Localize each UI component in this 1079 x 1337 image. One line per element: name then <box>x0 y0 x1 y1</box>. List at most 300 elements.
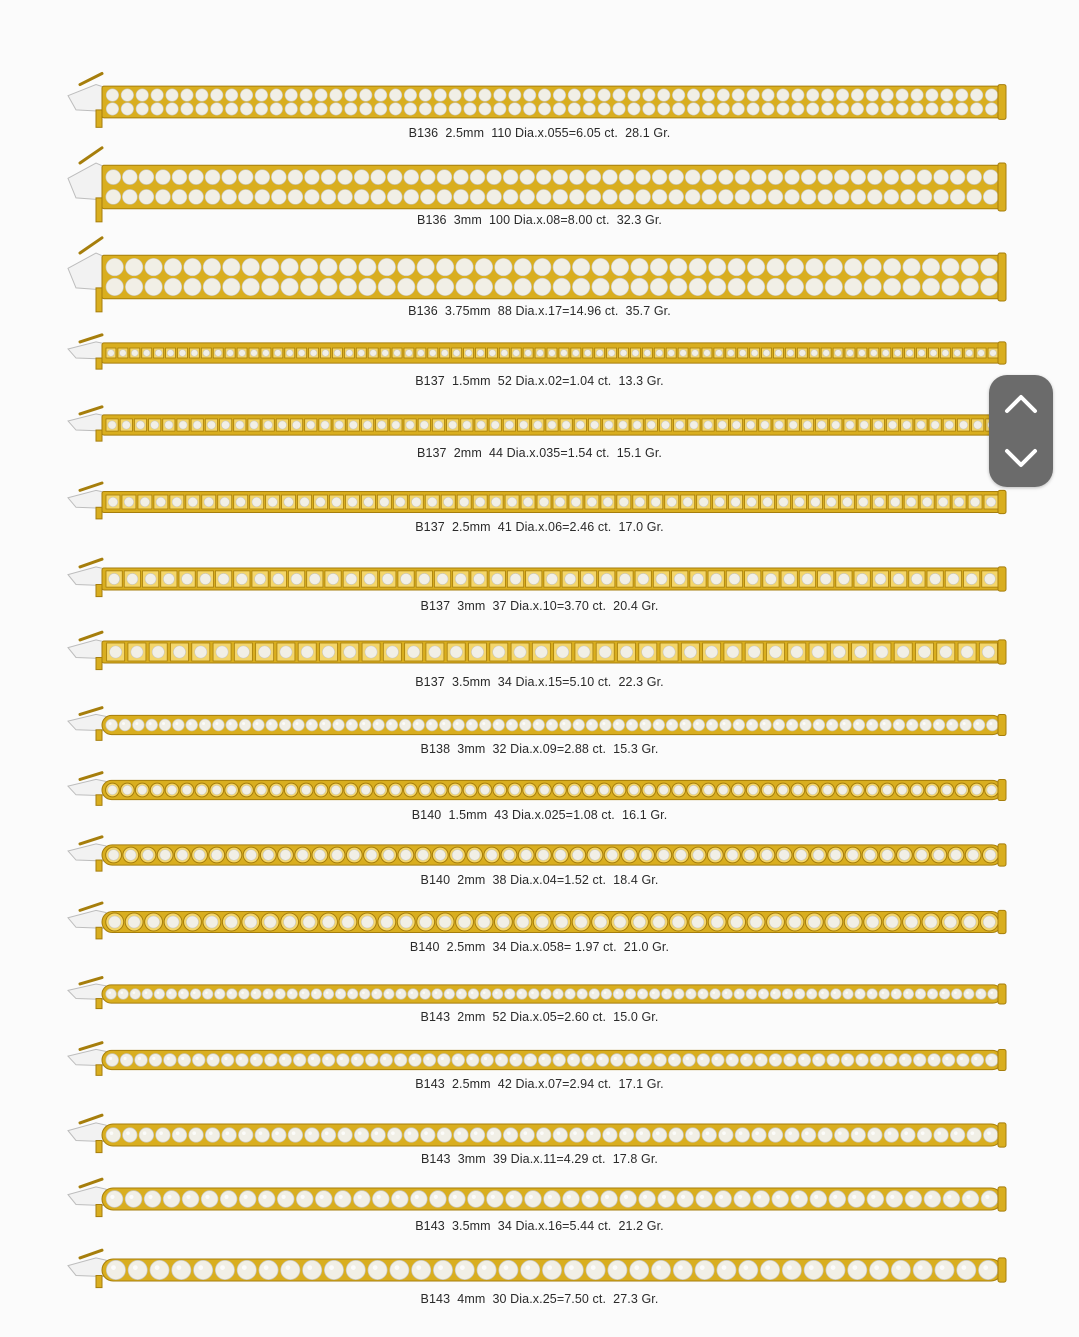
link <box>759 419 771 431</box>
link <box>523 783 537 797</box>
link <box>536 1128 551 1143</box>
link <box>635 571 651 587</box>
link <box>619 1128 634 1143</box>
link <box>656 847 672 863</box>
link <box>976 989 987 1000</box>
link <box>234 419 246 431</box>
link <box>872 419 884 431</box>
link <box>687 783 701 797</box>
link <box>234 571 250 587</box>
link <box>479 719 491 731</box>
link <box>706 719 718 731</box>
link <box>617 571 633 587</box>
link <box>702 1128 717 1143</box>
link <box>144 1191 161 1208</box>
link <box>920 719 932 731</box>
link <box>601 989 612 1000</box>
link <box>368 348 378 358</box>
link <box>678 348 688 358</box>
scroll-up-button[interactable] <box>989 379 1053 429</box>
link <box>544 571 560 587</box>
link <box>574 419 586 431</box>
link <box>710 989 721 1000</box>
link <box>973 719 985 731</box>
link <box>466 1054 479 1067</box>
link <box>612 783 626 797</box>
link <box>410 1191 427 1208</box>
link <box>218 495 232 509</box>
link <box>150 783 164 797</box>
link <box>681 495 695 509</box>
link <box>298 495 312 509</box>
link <box>252 571 268 587</box>
link <box>553 495 567 509</box>
link <box>118 989 129 1000</box>
link <box>881 348 891 358</box>
end-cap <box>998 779 1006 800</box>
link <box>416 571 432 587</box>
link <box>800 719 812 731</box>
link <box>239 989 250 1000</box>
end-cap <box>998 490 1006 513</box>
link <box>680 719 692 731</box>
link <box>979 643 997 661</box>
link <box>642 783 656 797</box>
link <box>416 348 426 358</box>
link <box>851 1128 866 1143</box>
link <box>432 847 448 863</box>
link <box>799 571 815 587</box>
link <box>600 719 612 731</box>
link <box>964 571 980 587</box>
link <box>106 348 116 358</box>
link <box>806 783 820 797</box>
link <box>825 913 843 931</box>
link <box>905 348 915 358</box>
link <box>529 989 540 1000</box>
link <box>142 571 158 587</box>
link <box>518 847 534 863</box>
link <box>669 913 687 931</box>
link <box>782 989 793 1000</box>
link <box>858 419 870 431</box>
link <box>239 719 251 731</box>
link <box>868 1128 883 1143</box>
link <box>546 419 558 431</box>
link <box>225 348 235 358</box>
link <box>869 1260 888 1279</box>
link <box>798 1054 811 1067</box>
end-cap <box>998 163 1006 211</box>
clasp <box>68 773 106 806</box>
link <box>300 913 318 931</box>
link <box>376 419 388 431</box>
link <box>325 571 341 587</box>
link <box>248 419 260 431</box>
link <box>939 989 950 1000</box>
clasp <box>68 1043 106 1076</box>
link <box>344 783 358 797</box>
link <box>172 1260 191 1279</box>
link <box>526 571 542 587</box>
link <box>650 913 668 931</box>
link <box>432 989 443 1000</box>
link <box>812 1054 825 1067</box>
link <box>180 783 194 797</box>
link <box>142 989 153 1000</box>
link <box>891 1260 910 1279</box>
link <box>725 847 741 863</box>
link <box>298 643 316 661</box>
link <box>120 419 132 431</box>
link <box>475 913 493 931</box>
link <box>358 913 376 931</box>
link <box>769 1054 782 1067</box>
link <box>801 419 813 431</box>
link <box>617 419 629 431</box>
end-cap <box>998 640 1006 664</box>
link <box>447 643 465 661</box>
link <box>891 571 907 587</box>
link <box>564 1260 583 1279</box>
link <box>985 1054 998 1067</box>
link <box>734 1191 751 1208</box>
link <box>535 348 545 358</box>
link <box>931 847 947 863</box>
link <box>452 1054 465 1067</box>
link <box>801 1128 816 1143</box>
link <box>894 643 912 661</box>
link <box>828 847 844 863</box>
link <box>469 643 487 661</box>
link <box>398 571 414 587</box>
link <box>964 348 974 358</box>
link <box>821 348 831 358</box>
link <box>415 847 431 863</box>
bracelet-image <box>62 1244 1012 1296</box>
link <box>639 1191 656 1208</box>
link <box>368 1260 387 1279</box>
clasp <box>68 559 106 596</box>
link <box>553 1054 566 1067</box>
link <box>666 348 676 358</box>
link <box>319 719 331 731</box>
link <box>226 847 242 863</box>
link <box>165 783 179 797</box>
link <box>690 571 706 587</box>
link <box>985 783 999 797</box>
link <box>928 1054 941 1067</box>
bracelet-image <box>62 244 1012 310</box>
link <box>226 719 238 731</box>
link <box>475 419 487 431</box>
link <box>886 419 898 431</box>
link <box>781 571 797 587</box>
link <box>685 1128 700 1143</box>
link <box>793 847 809 863</box>
link <box>353 1191 370 1208</box>
link <box>747 913 765 931</box>
link <box>563 1191 580 1208</box>
link <box>323 989 334 1000</box>
link <box>439 719 451 731</box>
link <box>862 847 878 863</box>
link <box>915 989 926 1000</box>
bracelet-caption: B143 3.5mm 34 Dia.x.16=5.44 ct. 21.2 Gr. <box>415 1219 664 1233</box>
link <box>189 1128 204 1143</box>
link <box>499 1260 518 1279</box>
link <box>519 719 531 731</box>
link <box>454 1128 469 1143</box>
link <box>163 1191 180 1208</box>
link <box>186 719 198 731</box>
link <box>205 419 217 431</box>
link <box>660 643 678 661</box>
link <box>473 495 487 509</box>
link <box>501 847 517 863</box>
bracelet-caption: B137 3mm 37 Dia.x.10=3.70 ct. 20.4 Gr. <box>420 599 659 613</box>
link <box>652 1128 667 1143</box>
link <box>356 348 366 358</box>
link <box>261 348 271 358</box>
link <box>746 989 757 1000</box>
link <box>190 989 201 1000</box>
end-cap <box>998 714 1006 735</box>
link <box>785 348 795 358</box>
link <box>471 571 487 587</box>
link <box>202 495 216 509</box>
link <box>372 989 383 1000</box>
link <box>776 783 790 797</box>
link <box>809 348 819 358</box>
link <box>677 1191 694 1208</box>
link <box>123 1128 138 1143</box>
link <box>937 643 955 661</box>
link <box>541 989 552 1000</box>
link <box>905 1191 922 1208</box>
link <box>943 419 955 431</box>
link <box>774 348 784 358</box>
link <box>852 643 870 661</box>
link <box>866 719 878 731</box>
link <box>299 783 313 797</box>
bracelet-image <box>62 556 1012 602</box>
link <box>773 719 785 731</box>
link <box>372 1191 389 1208</box>
link <box>132 719 144 731</box>
link <box>809 643 827 661</box>
link <box>447 419 459 431</box>
clasp <box>68 708 106 741</box>
link <box>256 643 274 661</box>
link <box>745 571 761 587</box>
link <box>631 913 649 931</box>
link <box>952 495 966 509</box>
link <box>760 719 772 731</box>
bracelet-caption: B140 2.5mm 34 Dia.x.058= 1.97 ct. 21.0 Gr. <box>409 940 670 954</box>
link <box>210 783 224 797</box>
link <box>857 348 867 358</box>
link <box>493 719 505 731</box>
link <box>597 783 611 797</box>
link <box>626 719 638 731</box>
link <box>986 719 998 731</box>
link <box>867 989 878 1000</box>
bracelet-caption: B136 3mm 100 Dia.x.08=8.00 ct. 32.3 Gr. <box>417 213 662 227</box>
link <box>374 783 388 797</box>
link <box>404 783 418 797</box>
link <box>506 1191 523 1208</box>
link <box>917 348 927 358</box>
link <box>596 643 614 661</box>
link <box>487 1128 502 1143</box>
bracelet-caption: B137 2.5mm 41 Dia.x.06=2.46 ct. 17.0 Gr. <box>415 520 664 534</box>
link <box>620 1191 637 1208</box>
link <box>118 348 128 358</box>
end-cap <box>998 342 1006 364</box>
link <box>575 643 593 661</box>
link <box>958 643 976 661</box>
link <box>840 495 854 509</box>
link <box>203 913 221 931</box>
link <box>503 1128 518 1143</box>
link <box>119 719 131 731</box>
clasp <box>68 632 106 669</box>
clasp <box>68 73 106 127</box>
link <box>450 847 466 863</box>
link <box>344 348 354 358</box>
link <box>674 989 685 1000</box>
link <box>776 847 792 863</box>
link <box>383 643 401 661</box>
link <box>714 348 724 358</box>
link <box>729 495 743 509</box>
link <box>225 783 239 797</box>
link <box>567 1054 580 1067</box>
link <box>572 913 590 931</box>
link <box>234 643 252 661</box>
link <box>380 348 390 358</box>
end-cap <box>998 85 1006 120</box>
link <box>140 847 156 863</box>
link <box>731 783 745 797</box>
link <box>897 847 913 863</box>
bracelet-caption: B143 2.5mm 42 Dia.x.07=2.94 ct. 17.1 Gr. <box>415 1077 664 1091</box>
link <box>872 495 886 509</box>
link <box>281 1260 300 1279</box>
link <box>538 1054 551 1067</box>
link <box>833 348 843 358</box>
link <box>916 643 934 661</box>
link <box>782 1260 801 1279</box>
link <box>586 1260 605 1279</box>
link <box>390 1260 409 1279</box>
link <box>750 348 760 358</box>
link <box>690 348 700 358</box>
link <box>595 348 605 358</box>
link <box>525 1191 542 1208</box>
link <box>404 348 414 358</box>
link <box>174 847 190 863</box>
end-cap <box>998 1123 1006 1147</box>
link <box>335 989 346 1000</box>
link <box>946 719 958 731</box>
link <box>359 719 371 731</box>
link <box>885 1054 898 1067</box>
link <box>583 348 593 358</box>
link <box>770 989 781 1000</box>
link <box>276 419 288 431</box>
link <box>618 643 636 661</box>
link <box>122 495 136 509</box>
link <box>830 643 848 661</box>
link <box>130 989 141 1000</box>
link <box>457 495 471 509</box>
link <box>489 571 505 587</box>
link <box>665 495 679 509</box>
link <box>106 419 118 431</box>
link <box>205 1128 220 1143</box>
link <box>546 719 558 731</box>
link <box>755 1054 768 1067</box>
link <box>592 913 610 931</box>
link <box>262 419 274 431</box>
link <box>222 1128 237 1143</box>
link <box>567 783 581 797</box>
link <box>873 643 891 661</box>
end-cap <box>998 984 1006 1004</box>
link <box>922 913 940 931</box>
link <box>654 348 664 358</box>
link <box>728 913 746 931</box>
link <box>621 847 637 863</box>
bracelet-image <box>62 78 1012 126</box>
link <box>106 1054 119 1067</box>
link <box>856 1054 869 1067</box>
link <box>816 419 828 431</box>
link <box>886 1191 903 1208</box>
link <box>746 719 758 731</box>
link <box>418 419 430 431</box>
end-cap <box>998 1258 1006 1282</box>
link <box>499 348 509 358</box>
link <box>521 495 535 509</box>
scroll-down-button[interactable] <box>989 433 1053 483</box>
link <box>490 643 508 661</box>
link <box>464 348 474 358</box>
link <box>697 1054 710 1067</box>
link <box>630 1260 649 1279</box>
link <box>722 989 733 1000</box>
bracelet-caption: B137 1.5mm 52 Dia.x.02=1.04 ct. 13.3 Gr. <box>415 374 664 388</box>
link <box>935 1260 954 1279</box>
link <box>829 1191 846 1208</box>
bracelet-image <box>62 900 1012 944</box>
link <box>840 719 852 731</box>
link <box>315 1191 332 1208</box>
link <box>296 1191 313 1208</box>
link <box>957 1054 970 1067</box>
link <box>455 1260 474 1279</box>
link <box>553 913 571 931</box>
link <box>413 719 425 731</box>
link <box>468 1191 485 1208</box>
link <box>702 783 716 797</box>
chevron-down-icon <box>1002 445 1040 471</box>
link <box>611 1054 624 1067</box>
link <box>758 989 769 1000</box>
link <box>320 913 338 931</box>
